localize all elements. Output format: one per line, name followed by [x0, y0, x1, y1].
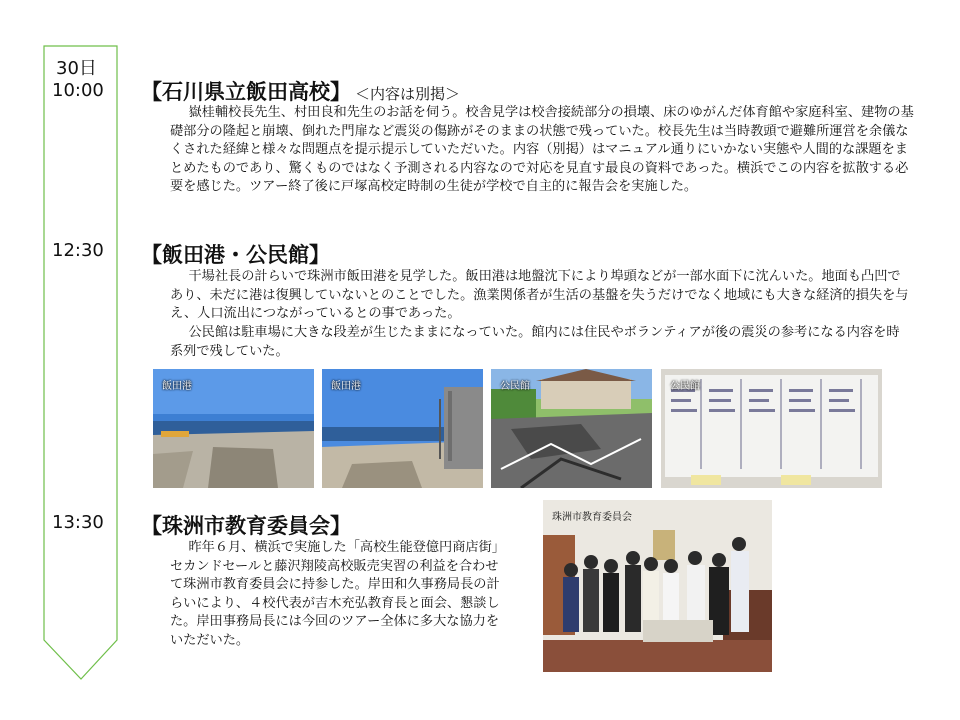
section-title-text: 【石川県立飯田高校】: [141, 80, 351, 104]
section-note: ＜内容は別掲＞: [355, 85, 461, 103]
time-label-3: 13:30: [52, 512, 104, 533]
harbor-photo: [153, 369, 314, 488]
time-label-1: 10:00: [52, 80, 104, 101]
time-label-2: 12:30: [52, 240, 104, 261]
photo-caption: 公民館: [670, 381, 700, 392]
paragraph-board-of-education: 昨年６月、横浜で実施した「高校生能登億円商店街」セカンドセールと藤沢翔陵高校販売実習の利益を合わせて珠洲市教育委員会に持参した。岸田和久事務局長の計らいにより、４校代表が吉木充弘教育長と面会、懇談した。岸田事務局長には今回のツアー全体に多大な協力をいただいた。: [170, 540, 505, 648]
section-title-text: 【飯田港・公民館】: [141, 243, 330, 267]
section-title-board-of-education: [141, 510, 351, 540]
photo-caption: 飯田港: [162, 381, 192, 392]
paragraph-iida-port: 干場社長の計らいで珠洲市飯田港を見学した。飯田港は地盤沈下により埠頭などが一部水面下に沈んいた。地面も凸凹であり、未だに港は復興していないとのことでした。漁業関係者が生活の基盤を失うだけでなく地域にも大きな経済的損失を与え、人口流出につながっているとの事であった。: [170, 269, 909, 322]
group-photo: [543, 500, 772, 672]
section-title-iida-high: [141, 76, 460, 106]
section-title-text: 【珠洲市教育委員会】: [141, 514, 351, 538]
photo-caption: 珠洲市教育委員会: [552, 512, 632, 523]
section-title-iida-port: [141, 239, 330, 269]
paragraph-iida-high: 嶽桂輔校長先生、村田良和先生のお話を伺う。校舎見学は校舎接続部分の損壊、床のゆがんだ体育館や家庭科室、建物の基礎部分の隆起と崩壊、倒れた門扉など震災の傷跡がそのままの状態で残っていた。校長先生は当時教頭で避難所運営を余儀なくされた経緯と様々な問題点を提示提示していただいた。内容（別掲）はマニュアル通りにいかない実態や人間的な課題をまとめたものであり、驚くものではなく予測される内容なので対応を見直す最良の資料であった。横浜でこの内容を拡散する必要を感じた。ツアー終了後に戸塚高校定時制の生徒が学校で自主的に報告会を実施した。: [170, 105, 914, 195]
photo-caption: 飯田港: [331, 381, 361, 392]
cracked-road-photo: [491, 369, 652, 488]
photo-caption: 公民館: [500, 381, 530, 392]
timeline-date: 30日: [56, 58, 97, 79]
harbor-photo: [322, 369, 483, 488]
whiteboard-photo: [661, 369, 882, 488]
paragraph-community-center: 公民館は駐車場に大きな段差が生じたままになっていた。館内には住民やボランティアが後の震災の参考になる内容を時系列で残していた。: [170, 325, 900, 359]
